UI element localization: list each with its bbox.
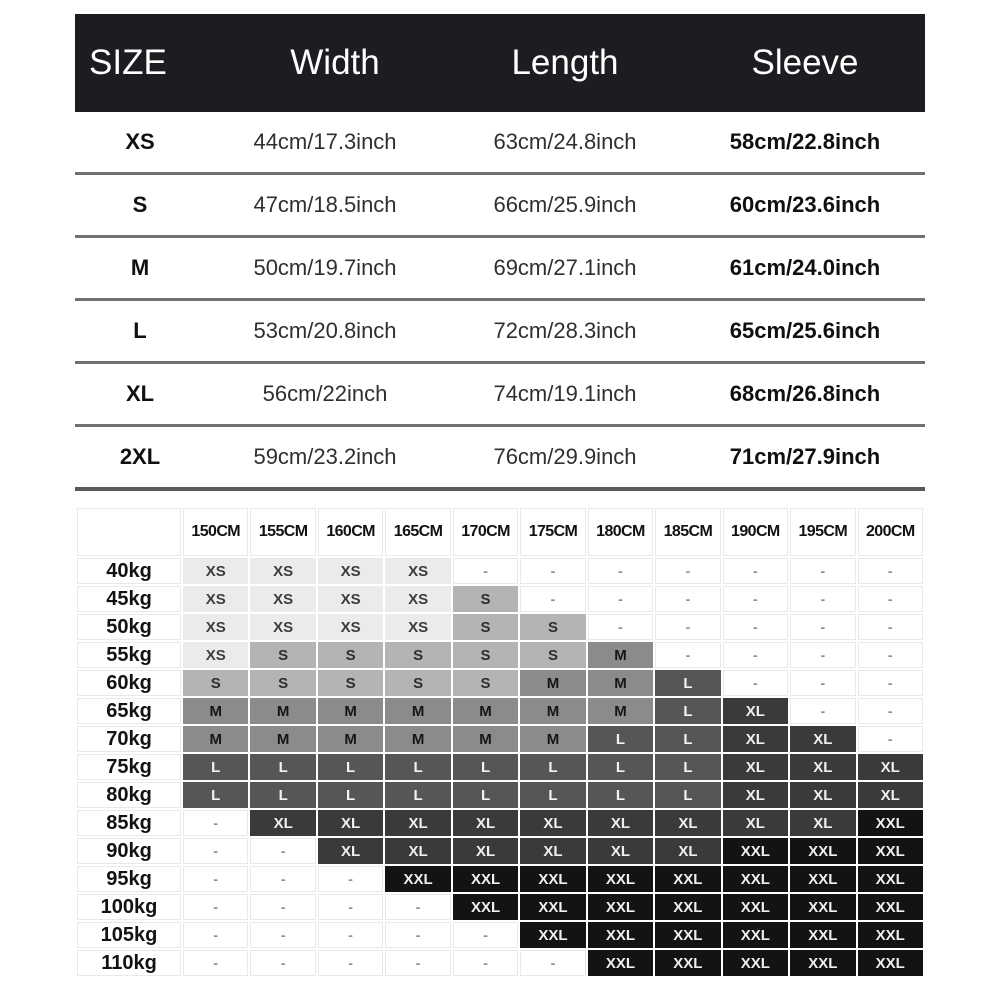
size-cell-xxl: XXL [519,865,586,893]
matrix-row-50kg [76,613,924,641]
size-cell-xl: XL [519,809,586,837]
size-cell-xxl: XXL [789,921,856,949]
weight-label: 75kg [76,753,182,781]
empty-cell: - [249,893,316,921]
empty-cell: - [654,613,721,641]
size-cell-xl: XL [789,809,856,837]
sleeve-value: 68cm/26.8inch [729,381,881,406]
size-cell-xl: XL [452,809,519,837]
empty-cell: - [789,641,856,669]
weight-label: 50kg [76,613,182,641]
width-value: 47cm/18.5inch [253,192,397,217]
length-value: 74cm/19.1inch [493,381,637,406]
size-cell-xxl: XXL [789,865,856,893]
length-value: 63cm/24.8inch [493,129,637,154]
size-cell-s: S [452,613,519,641]
height-header-180cm: 180CM [587,507,654,557]
matrix-row-65kg [76,697,924,725]
size-cell-xxl: XXL [857,893,924,921]
size-cell-s: S [452,585,519,613]
matrix-row-110kg [76,949,924,977]
empty-cell: - [587,613,654,641]
size-cell-xxl: XXL [519,893,586,921]
size-cell-l: L [317,753,384,781]
weight-label: 90kg [76,837,182,865]
height-weight-fit-matrix [75,506,925,978]
size-cell-xl: XL [722,753,789,781]
size-cell-l: L [249,753,316,781]
size-cell-s: S [519,613,586,641]
size-cell-l: L [182,753,249,781]
empty-cell: - [857,669,924,697]
empty-cell: - [722,669,789,697]
size-cell-l: L [384,781,451,809]
matrix-row-75kg [76,753,924,781]
weight-label: 65kg [76,697,182,725]
size-cell-xl: XL [722,809,789,837]
size-cell-xxl: XXL [452,893,519,921]
size-cell-s: S [384,669,451,697]
empty-cell: - [384,893,451,921]
empty-cell: - [519,949,586,977]
empty-cell: - [182,809,249,837]
size-cell-m: M [317,725,384,753]
size-cell-s: S [317,641,384,669]
size-cell-m: M [182,697,249,725]
size-cell-xl: XL [384,837,451,865]
empty-cell: - [182,865,249,893]
size-cell-xxl: XXL [654,949,721,977]
length-value: 69cm/27.1inch [493,255,637,280]
weight-label: 70kg [76,725,182,753]
empty-cell: - [587,557,654,585]
height-header-195cm: 195CM [789,507,856,557]
height-header-165cm: 165CM [384,507,451,557]
matrix-row-95kg [76,865,924,893]
size-cell-xs: XS [249,585,316,613]
size-cell-xxl: XXL [857,949,924,977]
size-value: XL [125,381,155,406]
size-cell-s: S [452,641,519,669]
size-cell-xl: XL [587,809,654,837]
sleeve-value: 71cm/27.9inch [729,444,881,469]
size-cell-m: M [519,697,586,725]
size-cell-xl: XL [317,837,384,865]
height-header-175cm: 175CM [519,507,586,557]
size-cell-l: L [249,781,316,809]
size-cell-s: S [182,669,249,697]
size-cell-xs: XS [384,557,451,585]
size-cell-xl: XL [857,781,924,809]
width-value: 44cm/17.3inch [253,129,397,154]
empty-cell: - [249,949,316,977]
empty-cell: - [722,641,789,669]
size-cell-m: M [317,697,384,725]
empty-cell: - [452,921,519,949]
weight-label: 55kg [76,641,182,669]
size-cell-xxl: XXL [857,865,924,893]
empty-cell: - [789,585,856,613]
size-cell-l: L [519,753,586,781]
weight-label: 80kg [76,781,182,809]
size-cell-l: L [182,781,249,809]
size-cell-xs: XS [182,641,249,669]
empty-cell: - [789,669,856,697]
length-value: 76cm/29.9inch [493,444,637,469]
empty-cell: - [722,557,789,585]
size-row-xs [75,112,925,175]
length-value: 72cm/28.3inch [493,318,637,343]
size-cell-xl: XL [789,753,856,781]
weight-label: 110kg [76,949,182,977]
empty-cell: - [722,613,789,641]
size-cell-m: M [519,669,586,697]
size-cell-xs: XS [317,585,384,613]
size-cell-xxl: XXL [587,949,654,977]
size-row-l [75,301,925,364]
size-cell-xxl: XXL [789,837,856,865]
size-cell-xxl: XXL [722,949,789,977]
size-cell-s: S [249,669,316,697]
size-cell-xs: XS [182,613,249,641]
empty-cell: - [317,949,384,977]
size-cell-s: S [249,641,316,669]
size-cell-s: S [519,641,586,669]
size-cell-xxl: XXL [654,893,721,921]
matrix-row-40kg [76,557,924,585]
size-cell-l: L [654,781,721,809]
size-cell-xxl: XXL [587,865,654,893]
size-cell-xl: XL [587,837,654,865]
sleeve-value: 58cm/22.8inch [729,129,881,154]
size-cell-l: L [654,669,721,697]
size-cell-xl: XL [857,753,924,781]
empty-cell: - [857,557,924,585]
size-cell-xs: XS [249,613,316,641]
matrix-row-85kg [76,809,924,837]
header-sleeve: Sleeve [751,43,859,82]
size-cell-xs: XS [317,613,384,641]
size-cell-xs: XS [384,613,451,641]
size-cell-xl: XL [519,837,586,865]
width-value: 50cm/19.7inch [253,255,397,280]
size-row-xl [75,364,925,427]
size-value: M [130,255,150,280]
size-cell-xxl: XXL [857,921,924,949]
size-row-m [75,238,925,301]
size-table-body [75,112,925,491]
size-cell-xxl: XXL [789,893,856,921]
size-cell-xl: XL [789,725,856,753]
size-row-s [75,175,925,238]
size-cell-l: L [384,753,451,781]
size-cell-m: M [587,669,654,697]
empty-cell: - [857,613,924,641]
size-cell-m: M [182,725,249,753]
matrix-row-45kg [76,585,924,613]
size-cell-m: M [249,725,316,753]
length-value: 66cm/25.9inch [493,192,637,217]
width-value: 53cm/20.8inch [253,318,397,343]
empty-cell: - [654,557,721,585]
width-value: 56cm/22inch [262,381,388,406]
size-cell-m: M [384,697,451,725]
size-cell-xxl: XXL [722,893,789,921]
size-cell-l: L [654,753,721,781]
size-cell-xxl: XXL [857,809,924,837]
size-row-2xl [75,427,925,491]
size-cell-xl: XL [384,809,451,837]
weight-label: 60kg [76,669,182,697]
empty-cell: - [519,585,586,613]
matrix-row-60kg [76,669,924,697]
size-cell-xxl: XXL [789,949,856,977]
size-cell-l: L [317,781,384,809]
size-value: L [133,318,147,343]
empty-cell: - [182,921,249,949]
size-cell-l: L [587,725,654,753]
header-length: Length [511,43,619,82]
empty-cell: - [789,557,856,585]
size-cell-m: M [452,725,519,753]
matrix-row-70kg [76,725,924,753]
size-cell-m: M [587,641,654,669]
empty-cell: - [182,837,249,865]
size-cell-xl: XL [722,725,789,753]
empty-cell: - [182,893,249,921]
empty-cell: - [182,949,249,977]
size-cell-xxl: XXL [722,865,789,893]
matrix-row-90kg [76,837,924,865]
size-value: S [132,192,148,217]
size-cell-xxl: XXL [654,921,721,949]
size-cell-l: L [587,753,654,781]
size-value: XS [125,129,155,154]
size-cell-xxl: XXL [384,865,451,893]
matrix-body [76,557,924,977]
size-cell-xl: XL [789,781,856,809]
matrix-row-105kg [76,921,924,949]
height-header-170cm: 170CM [452,507,519,557]
size-cell-m: M [249,697,316,725]
size-cell-xs: XS [249,557,316,585]
weight-label: 40kg [76,557,182,585]
height-header-155cm: 155CM [249,507,316,557]
size-table-header-row [75,14,925,112]
size-cell-xs: XS [182,585,249,613]
size-cell-xl: XL [654,809,721,837]
empty-cell: - [317,921,384,949]
empty-cell: - [452,557,519,585]
size-cell-l: L [654,697,721,725]
empty-cell: - [857,697,924,725]
empty-cell: - [789,697,856,725]
size-cell-xs: XS [182,557,249,585]
size-cell-xs: XS [317,557,384,585]
header-width: Width [290,43,380,82]
empty-cell: - [789,613,856,641]
size-cell-xxl: XXL [722,837,789,865]
garment-size-table [75,14,925,491]
size-cell-xxl: XXL [587,893,654,921]
size-cell-s: S [384,641,451,669]
empty-cell: - [654,641,721,669]
sleeve-value: 61cm/24.0inch [729,255,881,280]
empty-cell: - [249,865,316,893]
size-cell-l: L [654,725,721,753]
size-cell-xl: XL [452,837,519,865]
size-cell-xl: XL [249,809,316,837]
size-cell-s: S [317,669,384,697]
empty-cell: - [249,921,316,949]
size-cell-xxl: XXL [654,865,721,893]
empty-cell: - [317,865,384,893]
empty-cell: - [654,585,721,613]
size-cell-xxl: XXL [587,921,654,949]
size-cell-xl: XL [317,809,384,837]
empty-cell: - [249,837,316,865]
empty-cell: - [587,585,654,613]
height-header-150cm: 150CM [182,507,249,557]
size-cell-xxl: XXL [519,921,586,949]
matrix-header-row [76,507,924,557]
header-size: SIZE [89,43,167,82]
matrix-corner-cell [76,507,182,557]
weight-label: 85kg [76,809,182,837]
width-value: 59cm/23.2inch [253,444,397,469]
size-cell-xs: XS [384,585,451,613]
height-header-190cm: 190CM [722,507,789,557]
weight-label: 45kg [76,585,182,613]
sleeve-value: 65cm/25.6inch [729,318,881,343]
matrix-row-55kg [76,641,924,669]
size-cell-xxl: XXL [452,865,519,893]
weight-label: 105kg [76,921,182,949]
size-cell-xl: XL [722,697,789,725]
weight-label: 100kg [76,893,182,921]
empty-cell: - [857,641,924,669]
size-cell-xl: XL [722,781,789,809]
empty-cell: - [722,585,789,613]
empty-cell: - [317,893,384,921]
matrix-row-100kg [76,893,924,921]
size-cell-xl: XL [654,837,721,865]
size-cell-xxl: XXL [857,837,924,865]
size-cell-l: L [452,781,519,809]
size-cell-m: M [519,725,586,753]
size-cell-s: S [452,669,519,697]
size-cell-l: L [452,753,519,781]
size-value: 2XL [119,444,161,469]
empty-cell: - [384,949,451,977]
matrix-row-80kg [76,781,924,809]
empty-cell: - [519,557,586,585]
empty-cell: - [857,585,924,613]
empty-cell: - [384,921,451,949]
empty-cell: - [857,725,924,753]
height-header-160cm: 160CM [317,507,384,557]
height-header-200cm: 200CM [857,507,924,557]
weight-label: 95kg [76,865,182,893]
size-cell-xxl: XXL [722,921,789,949]
size-cell-m: M [452,697,519,725]
height-header-185cm: 185CM [654,507,721,557]
empty-cell: - [452,949,519,977]
size-cell-l: L [587,781,654,809]
size-cell-m: M [384,725,451,753]
size-cell-l: L [519,781,586,809]
size-cell-m: M [587,697,654,725]
sleeve-value: 60cm/23.6inch [729,192,881,217]
